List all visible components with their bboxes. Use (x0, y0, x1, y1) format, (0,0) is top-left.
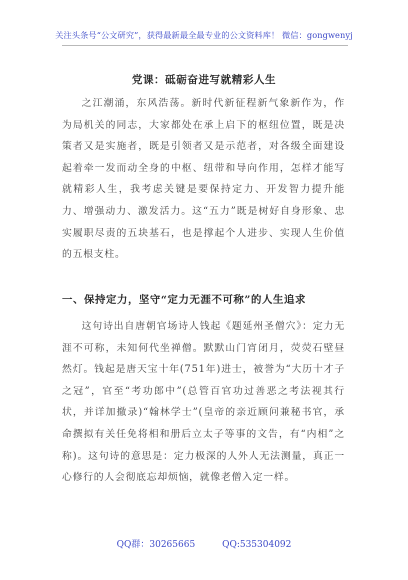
section-heading: 一、保持定力，坚守“定力无涯不可称”的人生追求 (62, 294, 306, 306)
document-title: 党课：砥砺奋进写就精彩人生 (131, 74, 277, 86)
footer-qq: QQ:535304092 (222, 540, 292, 550)
header-divider (62, 45, 348, 46)
intro-paragraph: 之江潮涌，东风浩荡。新时代新征程新气象新作为，作为局机关的同志，大家都处在承上启下的枢纽位置，既是决策者又是实施者，既是引领者又是示范者，对各级全面建设起着牵一发而动全身的中枢、纽带和导向作用，怎样才能写就精彩人生，我考虑关键是要保持定力、开发智力提升能力、增强动力、激发活力。这“五力”既是树好自身形象、忠实履职尽责的五块基石，也是撑起个人进步、实现人生价值的五根支柱。 (62, 98, 345, 261)
page-header-banner: 关注头条号“公文研究”，获得最新最全最专业的公文资料库！ 微信：gongwenyj (55, 30, 353, 40)
page-footer (0, 537, 408, 550)
section-paragraph: 这句诗出自唐朝官场诗人钱起《题延州圣僧穴》：定力无涯不可称，未知何代坐禅僧。默默山门宵闭月，荧荧石壁昼然灯。钱起是唐天宝十年(751年)进士，被誉为“大历十才子之冠”，官至“考功郎中”(总管百官功过善恶之考法视其行状，并详加撤录)“翰林学士”(皇帝的亲近顾问兼秘书官，承命撰拟有关任免将相和册后立太子等事的文告，有“内相”之称)。这句诗的意思是：定力极深的人外人无法测量，真正一心修行的人会彻底忘却烦恼，就像老僧入定一样。 (62, 321, 345, 484)
footer-qq-group: QQ群：30265665 (116, 540, 196, 550)
